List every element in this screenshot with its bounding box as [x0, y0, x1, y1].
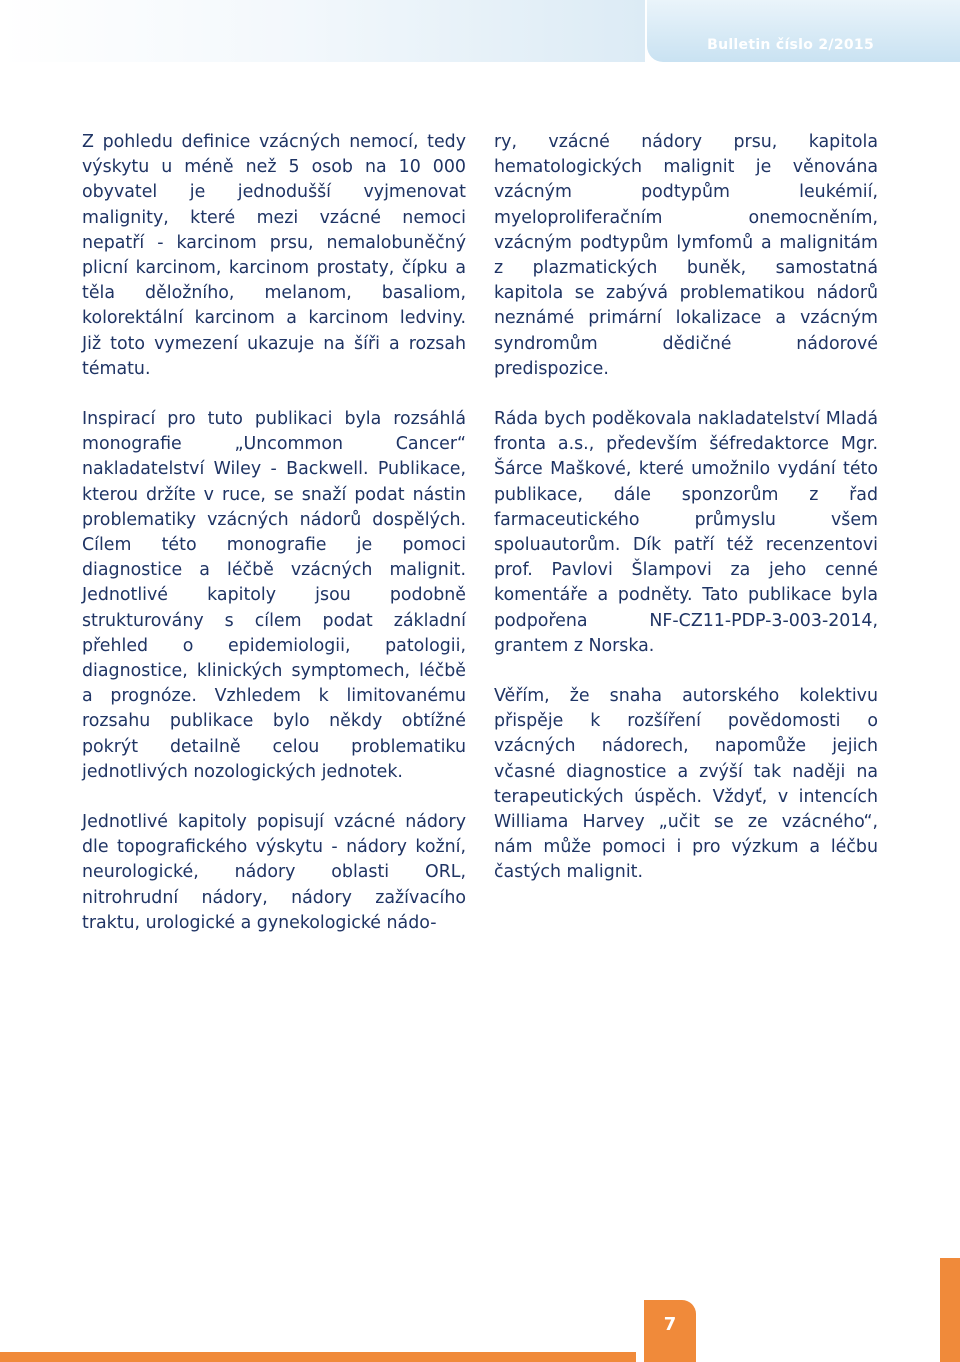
header-box: [647, 0, 960, 62]
right-paragraph-1: ry, vzácné nádory prsu, kapitola hematologických malignit je věnována vzácným podtypům leukémií, myeloproliferačním onemocněním, vzácným podtypům lymfomů a malignitám z plazmatických buněk, samostatná kapitola se zabývá problematikou nádorů neznámé primární lokalizace a vzácným syndromům dědičné nádorové predispozice.: [494, 132, 878, 379]
left-column: [82, 130, 466, 961]
page-number: 7: [663, 1314, 677, 1335]
left-paragraph-3: Jednotlivé kapitoly popisují vzácné nádory dle topografického výskytu - nádory kožní, neurologické, nádory oblasti ORL, nitrohrudní nádory, nádory zažívacího traktu, urologické a gynekologické nádo-: [82, 812, 466, 933]
left-paragraph-1: Z pohledu definice vzácných nemocí, tedy výskytu u méně než 5 osob na 10 000 obyvatel je jednodušší vyjmenovat malignity, které mezi vzácné nemoci nepatří - karcinom prsu, nemalobuněčný plicní karcinom, karcinom prostaty, čípku a těla děložního, melanom, basaliom, kolorektální karcinom a karcinom ledviny. Již toto vymezení ukazuje na šíři a rozsah tématu.: [82, 132, 466, 379]
footer-orange-bar: [0, 1352, 636, 1362]
right-paragraph-3: Věřím, že snaha autorského kolektivu přispěje k rozšíření povědomosti o vzácných nádorech, napomůže jejich včasné diagnostice a zvýší tak naději na terapeutických úspěch. Vždyť, v intencích Williama Harvey „učit se ze vzácného“, nám může pomoci i pro výzkum a léčbu častých malignit.: [494, 686, 878, 883]
right-paragraph-2: Ráda bych poděkovala nakladatelství Mladá fronta a.s., především šéfredaktorce Mgr. Šárce Maškové, které umožnilo vydání této publikace, dále sponzorům z řad farmaceutického průmyslu všem spoluautorům. Dík patří též recenzentovi prof. Pavlovi Šlampovi za jeho cenné komentáře a podněty. Tato publikace byla podpořena NF-CZ11-PDP-3-003-2014, grantem z Norska.: [494, 409, 878, 656]
top-decorative-band: [0, 0, 645, 62]
page-number-box: [644, 1300, 696, 1362]
bulletin-title: Bulletin číslo 2/2015: [707, 37, 874, 53]
footer-orange-side-bar: [940, 1258, 960, 1362]
right-column: [494, 130, 878, 911]
left-paragraph-2: Inspirací pro tuto publikaci byla rozsáhlá monografie „Uncommon Cancer“ nakladatelství Wiley - Backwell. Publikace, kterou držíte v ruce, se snaží podat nástin problematiky vzácných nádorů dospělých. Cílem této monografie je pomoci diagnostice a léčbě vzácných malignit. Jednotlivé kapitoly jsou podobně strukturovány s cílem podat základní přehled o epidemiologii, patologii, diagnostice, klinických symptomech, léčbě a prognóze. Vzhledem k limitovanému rozsahu publikace bylo někdy obtížné pokrýt detailně celou problematiku jednotlivých nozologických jednotek.: [82, 409, 466, 782]
